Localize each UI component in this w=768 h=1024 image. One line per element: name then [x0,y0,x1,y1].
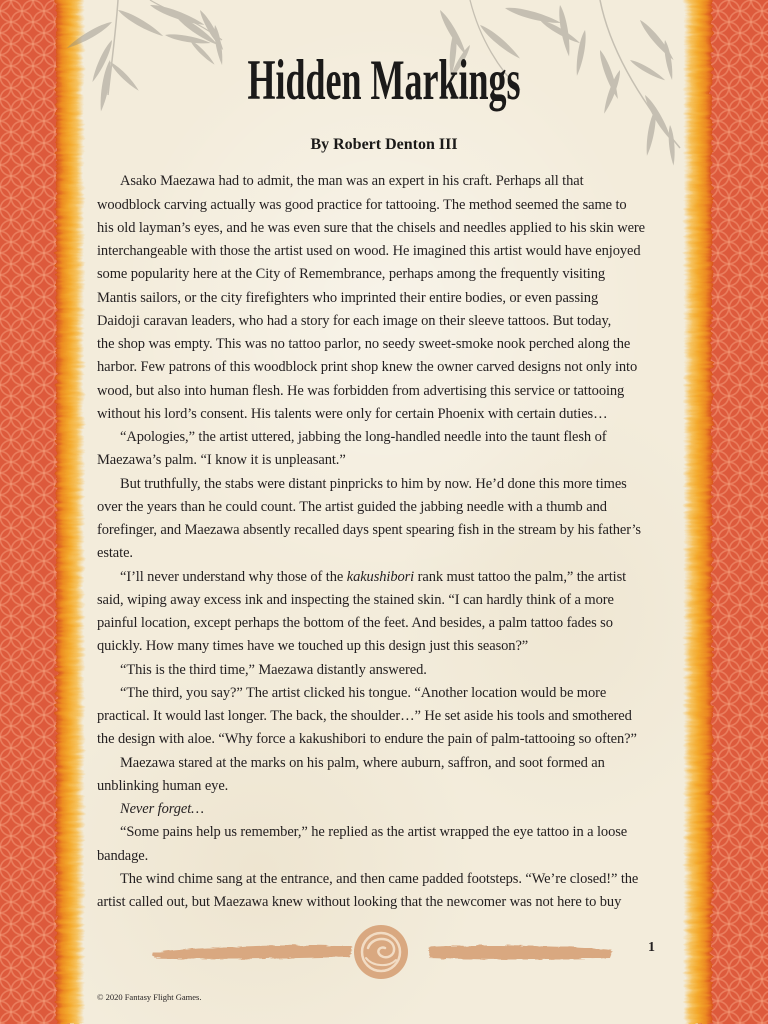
story-line-text: “The third, you say?” The artist clicked his tongue. “Another location would be more [120,684,607,701]
story-line [97,635,668,658]
story-line-text: The wind chime sang at the entrance, and then came padded footsteps. “We’re closed!” the [120,870,639,887]
story-paragraph [97,566,668,659]
story-line-text: woodblock carving actually was good practice for tattooing. The method seemed the same to [97,196,627,213]
story-line-text: “This is the third time,” Maezawa distantly answered. [120,661,427,678]
story-line-text: estate. [97,545,133,562]
story-line [97,659,668,682]
story-line [97,775,668,798]
story-body [97,170,668,914]
story-byline: By Robert Denton III [310,136,458,153]
story-line [97,798,668,821]
story-paragraph [97,170,668,426]
story-line [97,217,668,240]
story-line-text [120,566,626,589]
story-line-text: forefinger, and Maezawa absently recalled days spent spearing fish in the stream by his father’s [97,522,641,539]
story-line [97,380,668,403]
story-line-text: harbor. Few patrons of this woodblock print shop knew the owner carved designs not only into [97,359,638,376]
story-paragraph [97,798,668,821]
story-line-text: But truthfully, the stabs were distant pinpricks to him by now. He’d done this more times [120,475,627,492]
story-line [97,728,668,751]
line-segment: rank must tattoo the palm,” the artist [414,568,627,585]
page-number: 1 [648,940,655,955]
story-line-text: unblinking human eye. [97,777,229,794]
story-line-text: painful location, except perhaps the bottom of the feet. And besides, a palm tattoo fades so [97,615,613,632]
story-paragraph [97,821,668,868]
story-line [97,496,668,519]
story-line-text: over the years than he could count. The artist guided the jabbing needle with a thumb and [97,498,607,515]
story-line [97,426,668,449]
story-line-text: said, wiping away excess ink and inspecting the stained skin. “I can hardly think of a more [97,591,614,608]
story-line [97,287,668,310]
story-paragraph [97,682,668,752]
story-line-text: Daidoji caravan leaders, who had a story for each image on their sleeve tattoos. But today, [97,312,612,329]
copyright-notice: © 2020 Fantasy Flight Games. [97,992,202,1002]
story-line [97,356,668,379]
story-line-text: practical. It would last longer. The back, the shoulder…” He set aside his tools and smothered [97,708,632,725]
story-line [97,821,668,844]
story-line [97,403,668,426]
story-title-text: Hidden Markings [247,48,521,113]
story-paragraph [97,426,668,473]
story-paragraph [97,752,668,799]
story-line [97,473,668,496]
story-line-text: bandage. [97,847,149,864]
story-paragraph [97,659,668,682]
story-line [97,566,668,589]
story-line [97,845,668,868]
story-line-text: Maezawa stared at the marks on his palm, where auburn, saffron, and soot formed an [120,754,605,771]
story-line [97,752,668,775]
story-line-text: wood, but also into human flesh. He was forbidden from advertising this service or tattooing [97,382,625,399]
story-paragraph [97,868,668,915]
story-line-text: artist called out, but Maezawa knew without looking that the newcomer was not here to buy [97,894,622,911]
story-line [97,589,668,612]
story-line-text: Asako Maezawa had to admit, the man was an expert in his craft. Perhaps all that [120,173,584,190]
story-line [97,449,668,472]
story-line-text: without his lord’s consent. His talents were only for certain Phoenix with certain duties… [97,405,608,422]
story-line [97,519,668,542]
story-line [97,170,668,193]
story-line [97,310,668,333]
story-line-text: the shop was empty. This was no tattoo parlor, no seedy sweet-smoke nook perched along the [97,336,631,353]
story-line [97,891,668,914]
story-line-text: quickly. How many times have we touched up this design just this season?” [97,638,529,655]
story-line [97,194,668,217]
clan-mon-icon [354,925,408,979]
story-line-text: Never forget… [120,801,204,818]
story-line-text: “Some pains help us remember,” he replied as the artist wrapped the eye tattoo in a loose [120,824,628,841]
brush-stroke-right [428,946,612,960]
story-line [97,263,668,286]
story-line [97,868,668,891]
line-segment: “I’ll never understand why those of the [120,568,347,585]
story-line [97,682,668,705]
story-line-text: Mantis sailors, or the city firefighters who imprinted their entire bodies, or even passing [97,289,599,306]
story-line-text: some popularity here at the City of Remembrance, perhaps among the frequently visiting [97,266,606,283]
story-line [97,333,668,356]
story-paragraph [97,473,668,566]
story-line [97,705,668,728]
story-line [97,542,668,565]
italic-term: kakushibori [346,568,415,585]
story-line-text: his old layman’s eyes, and he was even sure that the chisels and needles applied to his skin were [97,219,645,236]
story-line-text: “Apologies,” the artist uttered, jabbing the long-handled needle into the taunt flesh of [120,429,607,446]
story-line [97,612,668,635]
story-title [70,46,698,116]
story-line [97,240,668,263]
story-line-text: interchangeable with those the artist used on wood. He imagined this artist would have enjoyed [97,243,641,260]
story-line-text: the design with aloe. “Why force a kakushibori to endure the pain of palm-tattooing so often?” [97,731,637,748]
story-line-text: Maezawa’s palm. “I know it is unpleasant.” [97,452,346,469]
brush-stroke-left [152,945,352,959]
